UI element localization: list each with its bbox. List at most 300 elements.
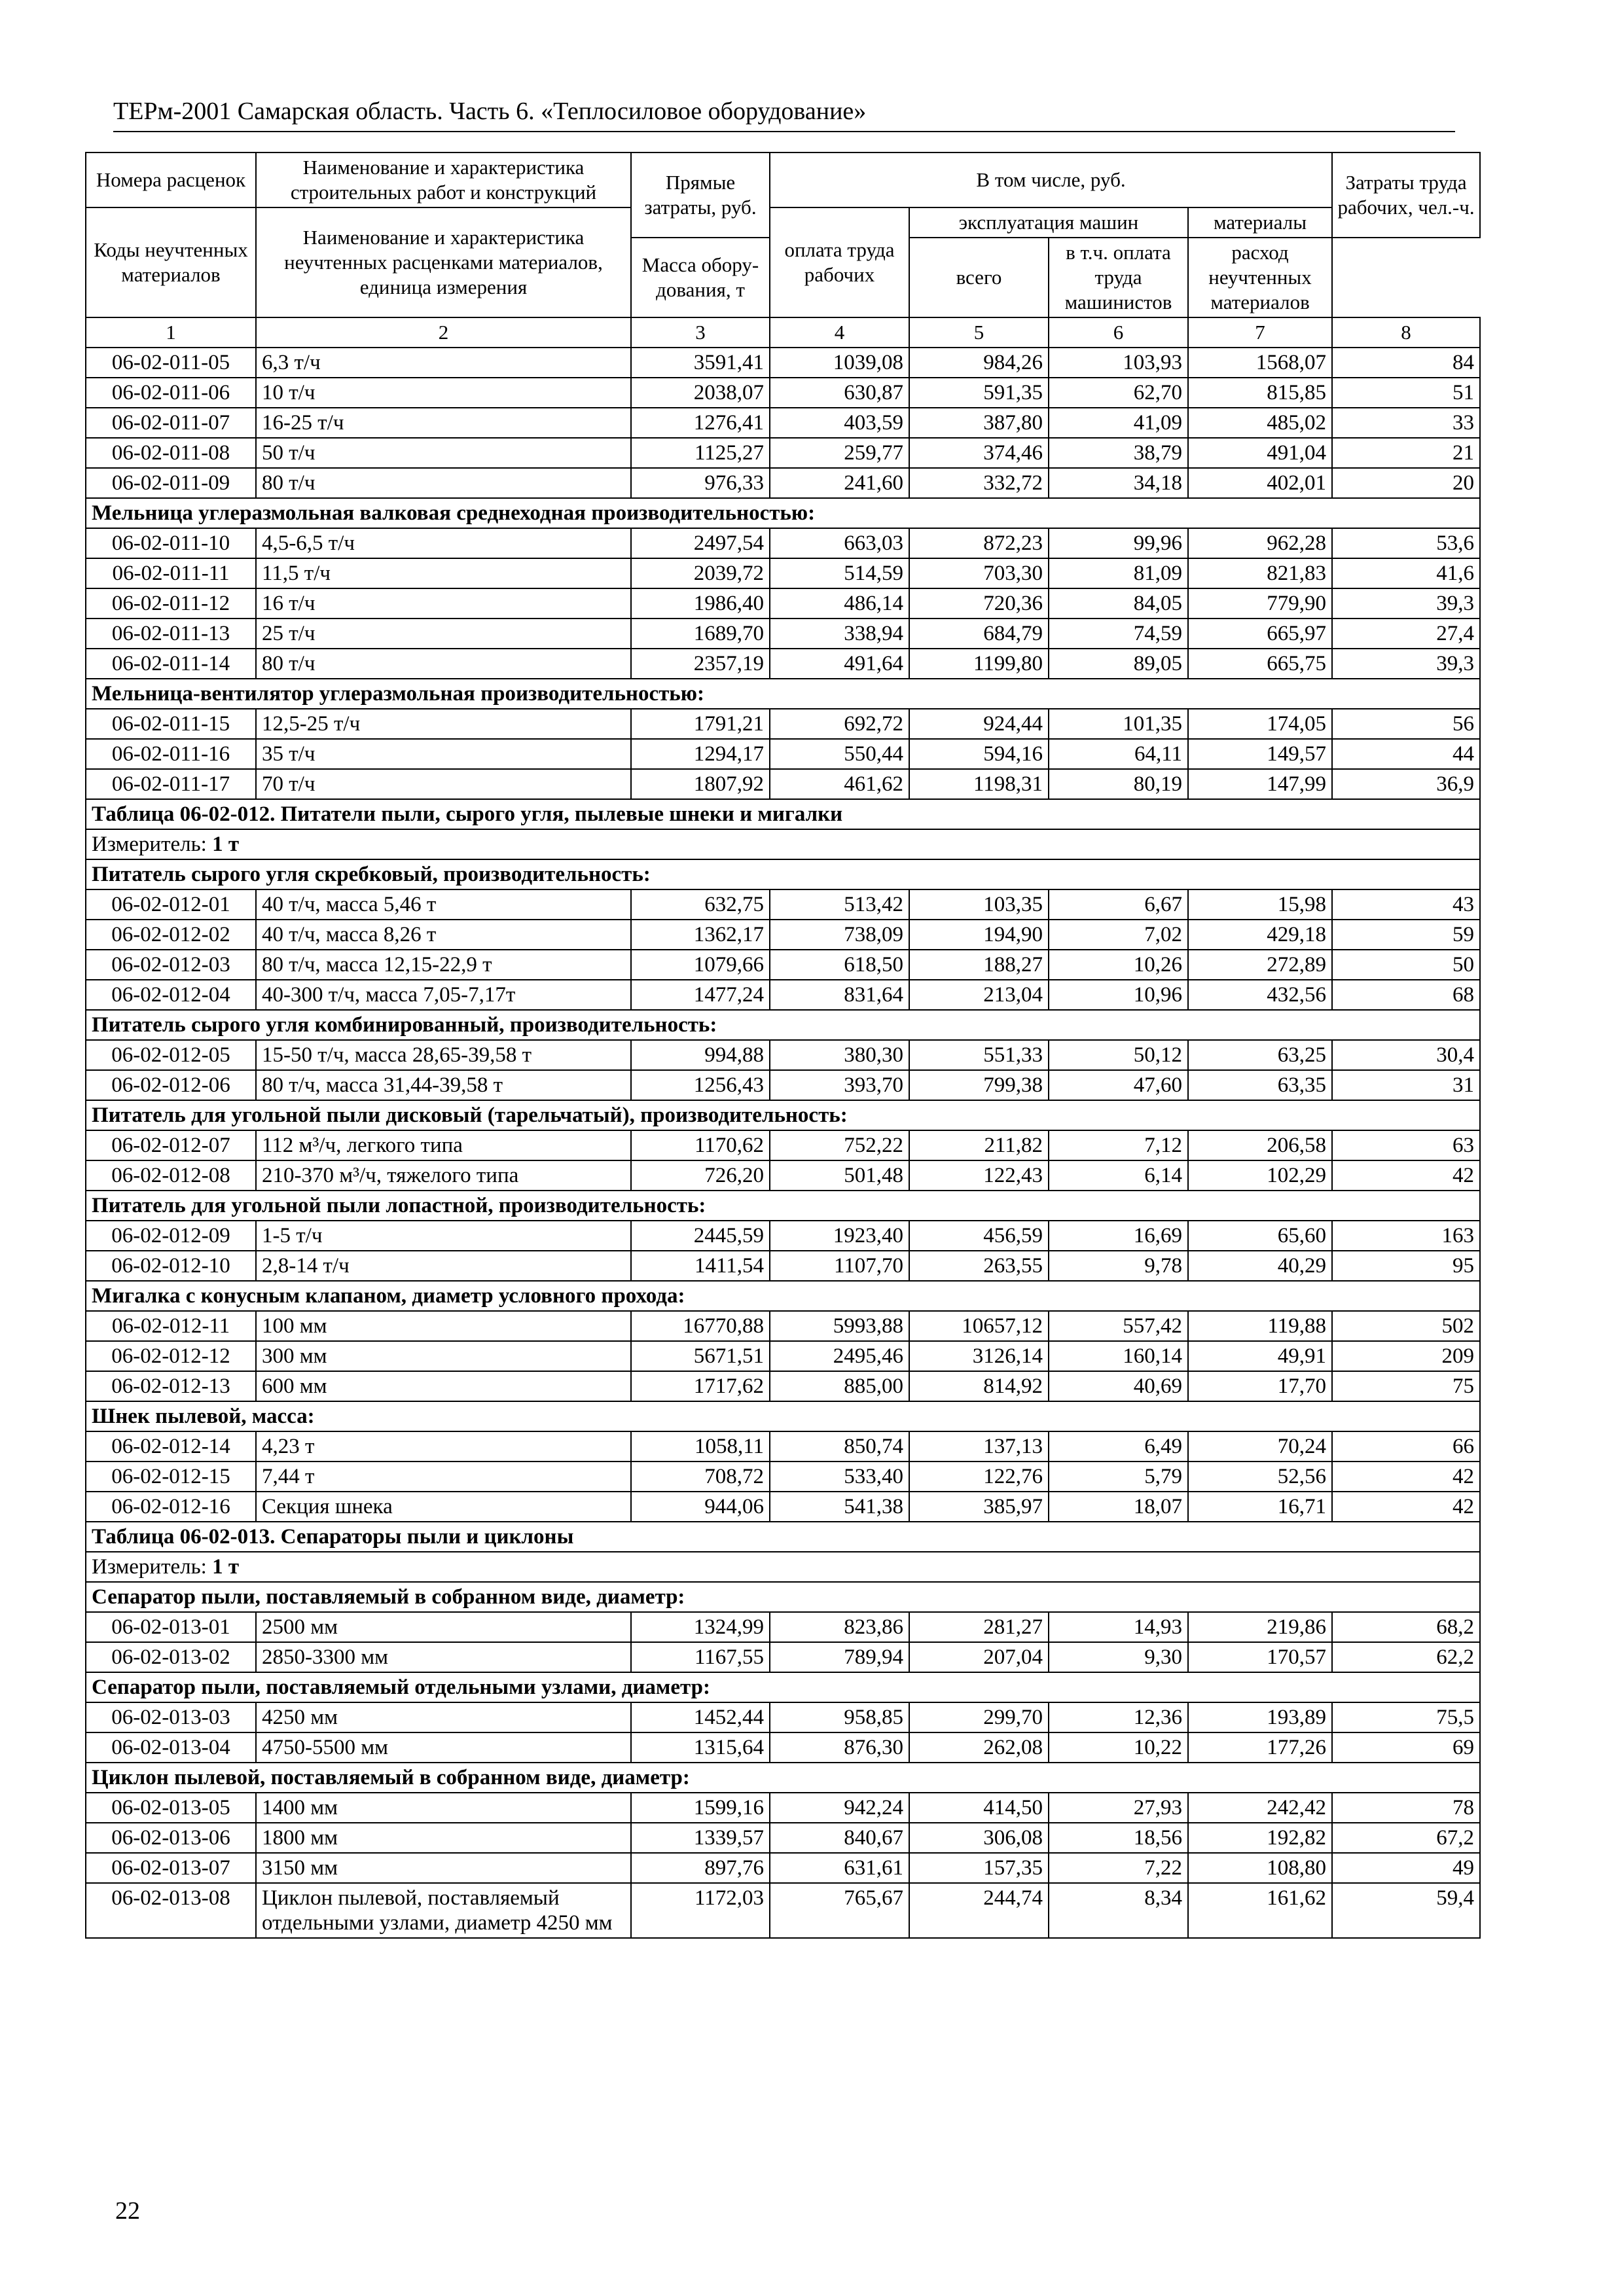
value-cell: 872,23 xyxy=(909,528,1049,558)
table-body xyxy=(86,348,1480,1938)
work-description: 70 т/ч xyxy=(256,769,631,799)
value-cell: 1276,41 xyxy=(631,408,770,438)
value-cell: 338,94 xyxy=(770,619,909,649)
value-cell: 15,98 xyxy=(1188,889,1332,920)
rate-code: 06-02-013-03 xyxy=(86,1702,256,1732)
value-cell: 663,03 xyxy=(770,528,909,558)
value-cell: 137,13 xyxy=(909,1431,1049,1462)
value-cell: 65,60 xyxy=(1188,1221,1332,1251)
value-cell: 393,70 xyxy=(770,1070,909,1100)
table-row xyxy=(86,438,1480,468)
value-cell: 541,38 xyxy=(770,1492,909,1522)
section-heading: Сепаратор пыли, поставляемый в собранном виде, диаметр: xyxy=(86,1582,1480,1612)
value-cell: 1986,40 xyxy=(631,588,770,619)
value-cell: 42 xyxy=(1332,1160,1480,1191)
value-cell: 1294,17 xyxy=(631,739,770,769)
value-cell: 103,93 xyxy=(1049,348,1188,378)
value-cell: 502 xyxy=(1332,1311,1480,1341)
work-description: 1400 мм xyxy=(256,1793,631,1823)
table-row xyxy=(86,980,1480,1010)
value-cell: 62,70 xyxy=(1049,378,1188,408)
value-cell: 68 xyxy=(1332,980,1480,1010)
table-title-row xyxy=(86,799,1480,829)
section-heading: Питатель сырого угля комбинированный, производительность: xyxy=(86,1010,1480,1040)
value-cell: 40,69 xyxy=(1049,1371,1188,1401)
value-cell: 984,26 xyxy=(909,348,1049,378)
header-worker-pay: оплата труда рабочих xyxy=(770,207,909,317)
value-cell: 594,16 xyxy=(909,739,1049,769)
value-cell: 631,61 xyxy=(770,1853,909,1883)
value-cell: 432,56 xyxy=(1188,980,1332,1010)
value-cell: 263,55 xyxy=(909,1251,1049,1281)
value-cell: 161,62 xyxy=(1188,1883,1332,1938)
value-cell: 5671,51 xyxy=(631,1341,770,1371)
page-number: 22 xyxy=(115,2197,140,2225)
rate-code: 06-02-011-11 xyxy=(86,558,256,588)
value-cell: 815,85 xyxy=(1188,378,1332,408)
table-row xyxy=(86,1732,1480,1763)
value-cell: 514,59 xyxy=(770,558,909,588)
section-heading: Мельница-вентилятор углеразмольная производительностью: xyxy=(86,679,1480,709)
value-cell: 40,29 xyxy=(1188,1251,1332,1281)
value-cell: 429,18 xyxy=(1188,920,1332,950)
section-row xyxy=(86,679,1480,709)
value-cell: 665,97 xyxy=(1188,619,1332,649)
section-row xyxy=(86,859,1480,889)
rate-code: 06-02-011-16 xyxy=(86,739,256,769)
value-cell: 7,12 xyxy=(1049,1130,1188,1160)
work-description: 12,5-25 т/ч xyxy=(256,709,631,739)
rate-code: 06-02-013-07 xyxy=(86,1853,256,1883)
table-row xyxy=(86,1492,1480,1522)
value-cell: 2495,46 xyxy=(770,1341,909,1371)
table-row xyxy=(86,739,1480,769)
section-row xyxy=(86,1401,1480,1431)
value-cell: 1125,27 xyxy=(631,438,770,468)
value-cell: 632,75 xyxy=(631,889,770,920)
table-row xyxy=(86,1853,1480,1883)
rate-code: 06-02-011-07 xyxy=(86,408,256,438)
value-cell: 281,27 xyxy=(909,1612,1049,1642)
rate-code: 06-02-012-10 xyxy=(86,1251,256,1281)
value-cell: 402,01 xyxy=(1188,468,1332,498)
table-row xyxy=(86,649,1480,679)
rate-code: 06-02-012-03 xyxy=(86,950,256,980)
section-row xyxy=(86,1672,1480,1702)
work-description: 4,5-6,5 т/ч xyxy=(256,528,631,558)
work-description: 40 т/ч, масса 8,26 т xyxy=(256,920,631,950)
value-cell: 78 xyxy=(1332,1793,1480,1823)
value-cell: 5,79 xyxy=(1049,1462,1188,1492)
table-row xyxy=(86,378,1480,408)
value-cell: 7,02 xyxy=(1049,920,1188,950)
rate-code: 06-02-012-12 xyxy=(86,1341,256,1371)
value-cell: 380,30 xyxy=(770,1040,909,1070)
value-cell: 272,89 xyxy=(1188,950,1332,980)
value-cell: 1452,44 xyxy=(631,1702,770,1732)
column-number: 2 xyxy=(256,317,631,348)
value-cell: 924,44 xyxy=(909,709,1049,739)
rate-code: 06-02-011-10 xyxy=(86,528,256,558)
value-cell: 897,76 xyxy=(631,1853,770,1883)
value-cell: 16,69 xyxy=(1049,1221,1188,1251)
value-cell: 456,59 xyxy=(909,1221,1049,1251)
value-cell: 486,14 xyxy=(770,588,909,619)
header-including: В том числе, руб. xyxy=(770,152,1332,207)
value-cell: 720,36 xyxy=(909,588,1049,619)
value-cell: 211,82 xyxy=(909,1130,1049,1160)
value-cell: 75,5 xyxy=(1332,1702,1480,1732)
value-cell: 14,93 xyxy=(1049,1612,1188,1642)
value-cell: 177,26 xyxy=(1188,1732,1332,1763)
value-cell: 49 xyxy=(1332,1853,1480,1883)
unit-row xyxy=(86,829,1480,859)
value-cell: 59 xyxy=(1332,920,1480,950)
value-cell: 102,29 xyxy=(1188,1160,1332,1191)
value-cell: 27,4 xyxy=(1332,619,1480,649)
value-cell: 89,05 xyxy=(1049,649,1188,679)
table-row xyxy=(86,709,1480,739)
value-cell: 1689,70 xyxy=(631,619,770,649)
value-cell: 9,30 xyxy=(1049,1642,1188,1672)
work-description: Циклон пылевой, поставляемый отдельными узлами, диаметр 4250 мм xyxy=(256,1883,631,1938)
table-row xyxy=(86,1371,1480,1401)
section-row xyxy=(86,498,1480,528)
value-cell: 5993,88 xyxy=(770,1311,909,1341)
value-cell: 3126,14 xyxy=(909,1341,1049,1371)
section-row xyxy=(86,1582,1480,1612)
value-cell: 2039,72 xyxy=(631,558,770,588)
table-row xyxy=(86,558,1480,588)
work-description: 300 мм xyxy=(256,1341,631,1371)
value-cell: 193,89 xyxy=(1188,1702,1332,1732)
rate-code: 06-02-011-15 xyxy=(86,709,256,739)
table-row xyxy=(86,1160,1480,1191)
value-cell: 703,30 xyxy=(909,558,1049,588)
value-cell: 2038,07 xyxy=(631,378,770,408)
value-cell: 831,64 xyxy=(770,980,909,1010)
work-description: 100 мм xyxy=(256,1311,631,1341)
work-description: 4750-5500 мм xyxy=(256,1732,631,1763)
value-cell: 485,02 xyxy=(1188,408,1332,438)
value-cell: 1172,03 xyxy=(631,1883,770,1938)
table-row xyxy=(86,1462,1480,1492)
value-cell: 789,94 xyxy=(770,1642,909,1672)
header-machines-total: всего xyxy=(909,238,1049,317)
value-cell: 219,86 xyxy=(1188,1612,1332,1642)
value-cell: 1923,40 xyxy=(770,1221,909,1251)
value-cell: 10,96 xyxy=(1049,980,1188,1010)
rate-code: 06-02-012-06 xyxy=(86,1070,256,1100)
column-number: 6 xyxy=(1049,317,1188,348)
value-cell: 259,77 xyxy=(770,438,909,468)
section-heading: Циклон пылевой, поставляемый в собранном виде, диаметр: xyxy=(86,1763,1480,1793)
value-cell: 209 xyxy=(1332,1341,1480,1371)
value-cell: 206,58 xyxy=(1188,1130,1332,1160)
value-cell: 551,33 xyxy=(909,1040,1049,1070)
table-title: Таблица 06-02-013. Сепараторы пыли и циклоны xyxy=(86,1522,1480,1552)
value-cell: 958,85 xyxy=(770,1702,909,1732)
rate-code: 06-02-012-16 xyxy=(86,1492,256,1522)
rate-code: 06-02-011-08 xyxy=(86,438,256,468)
value-cell: 738,09 xyxy=(770,920,909,950)
value-cell: 39,3 xyxy=(1332,588,1480,619)
table-row xyxy=(86,1823,1480,1853)
value-cell: 779,90 xyxy=(1188,588,1332,619)
value-cell: 814,92 xyxy=(909,1371,1049,1401)
unit-label: Измеритель: xyxy=(92,833,207,856)
value-cell: 241,60 xyxy=(770,468,909,498)
value-cell: 242,42 xyxy=(1188,1793,1332,1823)
table-row xyxy=(86,588,1480,619)
unit-row xyxy=(86,1552,1480,1582)
section-heading: Питатель сырого угля скребковый, производительность: xyxy=(86,859,1480,889)
value-cell: 21 xyxy=(1332,438,1480,468)
value-cell: 10,26 xyxy=(1049,950,1188,980)
value-cell: 557,42 xyxy=(1049,1311,1188,1341)
value-cell: 74,59 xyxy=(1049,619,1188,649)
column-number: 8 xyxy=(1332,317,1480,348)
rate-code: 06-02-011-05 xyxy=(86,348,256,378)
rate-code: 06-02-012-07 xyxy=(86,1130,256,1160)
rate-code: 06-02-011-14 xyxy=(86,649,256,679)
value-cell: 63 xyxy=(1332,1130,1480,1160)
table-row xyxy=(86,528,1480,558)
table-row xyxy=(86,1341,1480,1371)
rate-code: 06-02-012-04 xyxy=(86,980,256,1010)
value-cell: 8,34 xyxy=(1049,1883,1188,1938)
value-cell: 414,50 xyxy=(909,1793,1049,1823)
value-cell: 51 xyxy=(1332,378,1480,408)
column-number: 7 xyxy=(1188,317,1332,348)
rate-code: 06-02-012-14 xyxy=(86,1431,256,1462)
table-row xyxy=(86,1883,1480,1938)
value-cell: 630,87 xyxy=(770,378,909,408)
value-cell: 6,14 xyxy=(1049,1160,1188,1191)
work-description: 11,5 т/ч xyxy=(256,558,631,588)
value-cell: 1411,54 xyxy=(631,1251,770,1281)
work-description: Секция шнека xyxy=(256,1492,631,1522)
value-cell: 50 xyxy=(1332,950,1480,980)
value-cell: 122,43 xyxy=(909,1160,1049,1191)
value-cell: 1477,24 xyxy=(631,980,770,1010)
work-description: 6,3 т/ч xyxy=(256,348,631,378)
value-cell: 44 xyxy=(1332,739,1480,769)
header-materials: материалы xyxy=(1188,207,1332,238)
value-cell: 1170,62 xyxy=(631,1130,770,1160)
header-work-name: Наименование и характеристика строительных работ и конструкций xyxy=(256,152,631,207)
header-labor-costs: Затраты труда рабочих, чел.-ч. xyxy=(1332,152,1480,238)
work-description: 4250 мм xyxy=(256,1702,631,1732)
value-cell: 1568,07 xyxy=(1188,348,1332,378)
value-cell: 665,75 xyxy=(1188,649,1332,679)
rate-code: 06-02-013-08 xyxy=(86,1883,256,1938)
value-cell: 101,35 xyxy=(1049,709,1188,739)
value-cell: 122,76 xyxy=(909,1462,1049,1492)
value-cell: 18,07 xyxy=(1049,1492,1188,1522)
value-cell: 192,82 xyxy=(1188,1823,1332,1853)
unit-value: 1 т xyxy=(212,833,240,856)
value-cell: 299,70 xyxy=(909,1702,1049,1732)
table-row xyxy=(86,619,1480,649)
value-cell: 1717,62 xyxy=(631,1371,770,1401)
value-cell: 53,6 xyxy=(1332,528,1480,558)
value-cell: 461,62 xyxy=(770,769,909,799)
work-description: 3150 мм xyxy=(256,1853,631,1883)
value-cell: 332,72 xyxy=(909,468,1049,498)
rate-code: 06-02-013-02 xyxy=(86,1642,256,1672)
value-cell: 491,64 xyxy=(770,649,909,679)
table-row xyxy=(86,348,1480,378)
header-material-name: Наименование и характеристика неучтенных расценками материалов, единица измерения xyxy=(256,207,631,317)
work-description: 80 т/ч, масса 12,15-22,9 т xyxy=(256,950,631,980)
value-cell: 63,25 xyxy=(1188,1040,1332,1070)
value-cell: 821,83 xyxy=(1188,558,1332,588)
rates-table-container xyxy=(85,152,1479,1939)
value-cell: 726,20 xyxy=(631,1160,770,1191)
value-cell: 9,78 xyxy=(1049,1251,1188,1281)
value-cell: 1807,92 xyxy=(631,769,770,799)
value-cell: 194,90 xyxy=(909,920,1049,950)
value-cell: 501,48 xyxy=(770,1160,909,1191)
rate-code: 06-02-012-11 xyxy=(86,1311,256,1341)
value-cell: 12,36 xyxy=(1049,1702,1188,1732)
value-cell: 174,05 xyxy=(1188,709,1332,739)
value-cell: 36,9 xyxy=(1332,769,1480,799)
table-header xyxy=(86,152,1480,348)
unit-measure xyxy=(86,1552,1480,1582)
rate-code: 06-02-011-12 xyxy=(86,588,256,619)
value-cell: 49,91 xyxy=(1188,1341,1332,1371)
value-cell: 38,79 xyxy=(1049,438,1188,468)
work-description: 25 т/ч xyxy=(256,619,631,649)
section-row xyxy=(86,1100,1480,1130)
rate-code: 06-02-012-05 xyxy=(86,1040,256,1070)
value-cell: 513,42 xyxy=(770,889,909,920)
value-cell: 942,24 xyxy=(770,1793,909,1823)
value-cell: 66 xyxy=(1332,1431,1480,1462)
value-cell: 69 xyxy=(1332,1732,1480,1763)
value-cell: 33 xyxy=(1332,408,1480,438)
value-cell: 618,50 xyxy=(770,950,909,980)
unit-measure xyxy=(86,829,1480,859)
value-cell: 147,99 xyxy=(1188,769,1332,799)
value-cell: 16770,88 xyxy=(631,1311,770,1341)
value-cell: 591,35 xyxy=(909,378,1049,408)
value-cell: 752,22 xyxy=(770,1130,909,1160)
value-cell: 994,88 xyxy=(631,1040,770,1070)
value-cell: 1339,57 xyxy=(631,1823,770,1853)
rate-code: 06-02-013-05 xyxy=(86,1793,256,1823)
table-row xyxy=(86,1130,1480,1160)
value-cell: 42 xyxy=(1332,1492,1480,1522)
value-cell: 41,6 xyxy=(1332,558,1480,588)
table-row xyxy=(86,950,1480,980)
table-row xyxy=(86,1793,1480,1823)
work-description: 1800 мм xyxy=(256,1823,631,1853)
table-row xyxy=(86,408,1480,438)
value-cell: 823,86 xyxy=(770,1612,909,1642)
value-cell: 2445,59 xyxy=(631,1221,770,1251)
table-row xyxy=(86,468,1480,498)
rate-code: 06-02-012-15 xyxy=(86,1462,256,1492)
value-cell: 30,4 xyxy=(1332,1040,1480,1070)
value-cell: 119,88 xyxy=(1188,1311,1332,1341)
value-cell: 62,2 xyxy=(1332,1642,1480,1672)
work-description: 35 т/ч xyxy=(256,739,631,769)
value-cell: 52,56 xyxy=(1188,1462,1332,1492)
value-cell: 1362,17 xyxy=(631,920,770,950)
value-cell: 103,35 xyxy=(909,889,1049,920)
value-cell: 692,72 xyxy=(770,709,909,739)
value-cell: 157,35 xyxy=(909,1853,1049,1883)
work-description: 210-370 м³/ч, тяжелого типа xyxy=(256,1160,631,1191)
section-heading: Мельница углеразмольная валковая среднеходная производительностью: xyxy=(86,498,1480,528)
value-cell: 68,2 xyxy=(1332,1612,1480,1642)
column-number-row xyxy=(86,317,1480,348)
value-cell: 149,57 xyxy=(1188,739,1332,769)
value-cell: 1315,64 xyxy=(631,1732,770,1763)
value-cell: 56 xyxy=(1332,709,1480,739)
value-cell: 64,11 xyxy=(1049,739,1188,769)
value-cell: 207,04 xyxy=(909,1642,1049,1672)
table-row xyxy=(86,1251,1480,1281)
value-cell: 95 xyxy=(1332,1251,1480,1281)
column-number: 4 xyxy=(770,317,909,348)
header-equipment-mass: Масса обору-дования, т xyxy=(631,238,770,317)
section-heading: Питатель для угольной пыли лопастной, производительность: xyxy=(86,1191,1480,1221)
value-cell: 1256,43 xyxy=(631,1070,770,1100)
header-machines: эксплуатация машин xyxy=(909,207,1188,238)
value-cell: 306,08 xyxy=(909,1823,1049,1853)
value-cell: 3591,41 xyxy=(631,348,770,378)
value-cell: 84,05 xyxy=(1049,588,1188,619)
value-cell: 765,67 xyxy=(770,1883,909,1938)
column-number: 3 xyxy=(631,317,770,348)
section-row xyxy=(86,1191,1480,1221)
work-description: 40-300 т/ч, масса 7,05-7,17т xyxy=(256,980,631,1010)
work-description: 2,8-14 т/ч xyxy=(256,1251,631,1281)
value-cell: 213,04 xyxy=(909,980,1049,1010)
value-cell: 385,97 xyxy=(909,1492,1049,1522)
value-cell: 944,06 xyxy=(631,1492,770,1522)
value-cell: 1599,16 xyxy=(631,1793,770,1823)
header-direct-costs: Прямые затраты, руб. xyxy=(631,152,770,238)
value-cell: 962,28 xyxy=(1188,528,1332,558)
value-cell: 1791,21 xyxy=(631,709,770,739)
value-cell: 59,4 xyxy=(1332,1883,1480,1938)
value-cell: 387,80 xyxy=(909,408,1049,438)
header-material-codes: Коды неучтенных материалов xyxy=(86,207,256,317)
value-cell: 850,74 xyxy=(770,1431,909,1462)
section-heading: Шнек пылевой, масса: xyxy=(86,1401,1480,1431)
work-description: 80 т/ч, масса 31,44-39,58 т xyxy=(256,1070,631,1100)
table-row xyxy=(86,1221,1480,1251)
column-number: 1 xyxy=(86,317,256,348)
value-cell: 42 xyxy=(1332,1462,1480,1492)
work-description: 80 т/ч xyxy=(256,468,631,498)
unit-label: Измеритель: xyxy=(92,1555,207,1579)
rate-code: 06-02-012-09 xyxy=(86,1221,256,1251)
value-cell: 1324,99 xyxy=(631,1612,770,1642)
value-cell: 403,59 xyxy=(770,408,909,438)
table-row xyxy=(86,1642,1480,1672)
value-cell: 31 xyxy=(1332,1070,1480,1100)
header-machinist-pay: в т.ч. оплата труда машинистов xyxy=(1049,238,1188,317)
rate-code: 06-02-012-08 xyxy=(86,1160,256,1191)
value-cell: 41,09 xyxy=(1049,408,1188,438)
value-cell: 533,40 xyxy=(770,1462,909,1492)
